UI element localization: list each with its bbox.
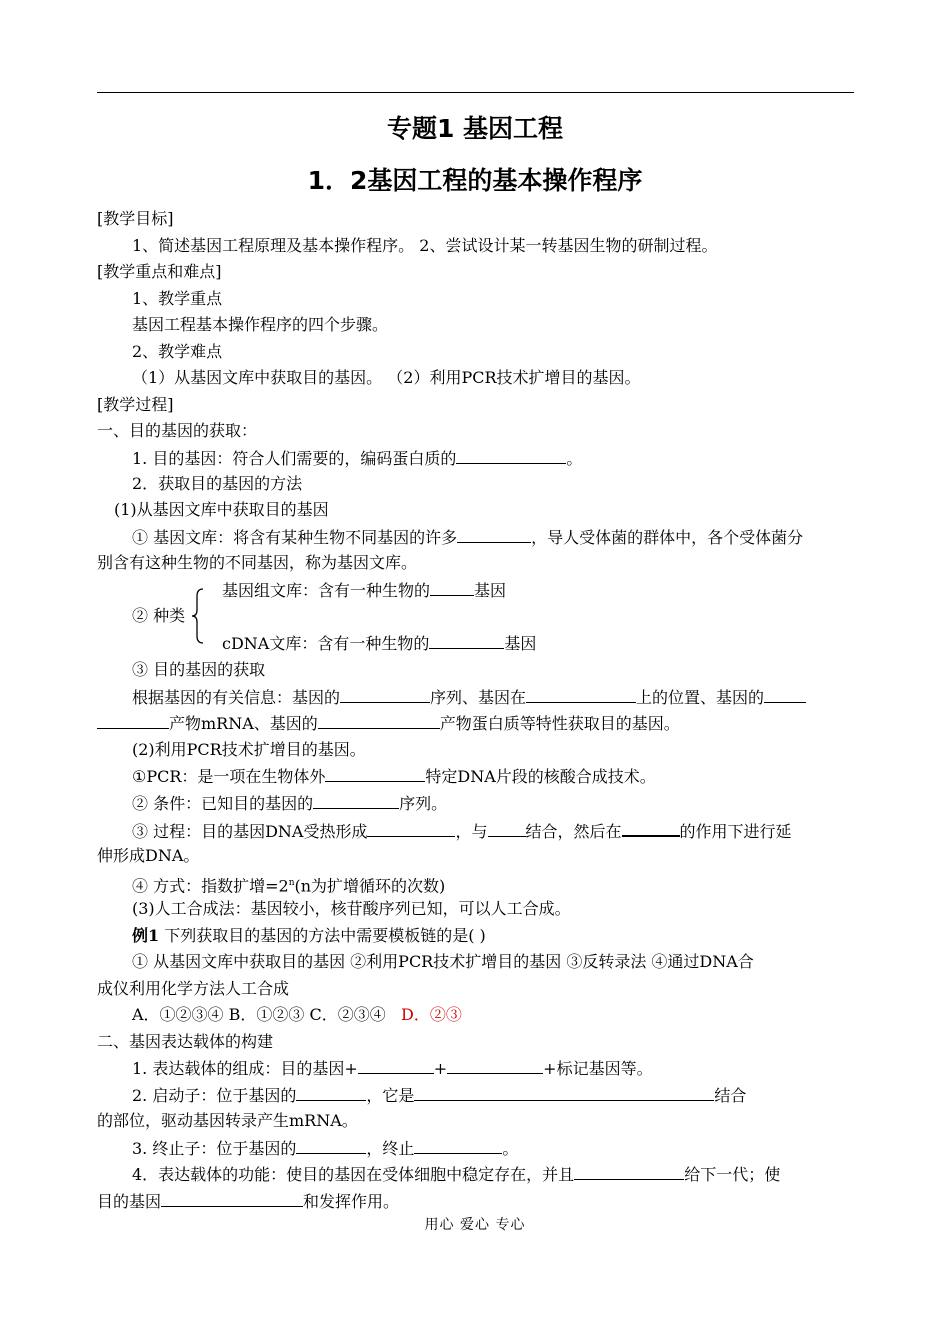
text: 2. 启动子：位于基因的 <box>132 1086 297 1105</box>
text: 序列。 <box>399 794 448 813</box>
example-question <box>132 926 486 946</box>
superscript: n <box>288 878 295 888</box>
text: ，与 <box>455 822 488 841</box>
text: 下列获取目的基因的方法中需要模板链的是( ) <box>159 926 486 945</box>
text: ，导人受体菌的群体中，各个受体菌分 <box>531 528 804 547</box>
example-options-cont: 成仪利用化学方法人工合成 <box>97 979 290 998</box>
fill-blank[interactable] <box>367 821 455 837</box>
pcr-def <box>132 766 656 787</box>
obtain-heading: ③ 目的基因的获取 <box>132 660 266 679</box>
cdna-library <box>222 633 536 654</box>
answer-choice: D．②③ <box>401 1005 462 1024</box>
fill-blank[interactable] <box>447 1058 543 1074</box>
process-heading: [教学过程] <box>97 395 174 414</box>
part2-heading: 二、基因表达载体的构建 <box>97 1032 274 1051</box>
fill-blank[interactable] <box>488 821 526 837</box>
fill-blank[interactable] <box>296 1085 366 1101</box>
part1-heading: 一、目的基因的获取： <box>97 421 258 440</box>
text: 给下一代；使 <box>684 1165 781 1184</box>
difficulty-text: （1）从基因文库中获取目的基因。 （2）利用PCR技术扩增目的基因。 <box>132 368 641 387</box>
fill-blank[interactable] <box>296 1138 366 1154</box>
text: (n为扩增循环的次数) <box>294 876 446 896</box>
pcr-process <box>132 820 792 842</box>
fill-blank[interactable] <box>414 1138 502 1154</box>
fill-blank[interactable] <box>574 1164 684 1180</box>
example-choices <box>132 1005 462 1025</box>
fill-blank[interactable] <box>313 793 399 809</box>
key-heading: [教学重点和难点] <box>97 262 222 281</box>
text: cDNA文库：含有一种生物的 <box>222 634 430 653</box>
target-gene-def <box>132 448 582 469</box>
text: 。 <box>502 1139 519 1158</box>
genomic-library <box>222 580 506 601</box>
fill-blank[interactable] <box>358 1058 434 1074</box>
text: 的作用下进行延 <box>679 822 792 841</box>
text: ④ 方式：指数扩增=2 <box>132 876 289 896</box>
library-heading: (1)从基因文库中获取目的基因 <box>114 500 329 519</box>
vector-function-cont <box>97 1191 399 1212</box>
fill-blank[interactable] <box>457 527 531 543</box>
difficulty-label: 2、教学难点 <box>132 342 223 361</box>
text: ①PCR：是一项在生物体外 <box>132 767 326 786</box>
brace-icon <box>191 588 205 644</box>
text: 基因组文库：含有一种生物的 <box>222 581 431 600</box>
fill-blank[interactable] <box>526 687 636 703</box>
fill-blank[interactable] <box>622 820 680 837</box>
text: 1. 目的基因：符合人们需要的，编码蛋白质的 <box>132 449 457 468</box>
text: ③ 过程：目的基因DNA受热形成 <box>132 822 368 841</box>
library-types: ② 种类 <box>132 606 186 625</box>
text: ，它是 <box>366 1086 415 1105</box>
gene-info-cont <box>97 713 680 734</box>
text: 特定DNA片段的核酸合成技术。 <box>425 767 656 786</box>
section-title: 1．2基因工程的基本操作程序 <box>307 166 643 195</box>
methods-heading: 2．获取目的基因的方法 <box>132 474 303 493</box>
terminator-def <box>132 1138 518 1159</box>
example-options: ① 从基因文库中获取目的基因 ②利用PCR技术扩增目的基因 ③反转录法 ④通过DNA合 <box>132 952 754 971</box>
pcr-heading: (2)利用PCR技术扩增目的基因。 <box>132 740 366 759</box>
header-rule <box>97 92 854 93</box>
fill-blank[interactable] <box>414 1085 714 1101</box>
text: 3. 终止子：位于基因的 <box>132 1139 297 1158</box>
text: 基因 <box>504 634 537 653</box>
pcr-process-cont: 伸形成DNA。 <box>97 846 200 865</box>
pcr-condition <box>132 793 447 814</box>
library-def-cont: 别含有这种生物的不同基因，称为基因文库。 <box>97 553 418 572</box>
text: 。 <box>566 449 583 468</box>
fill-blank[interactable] <box>456 448 566 464</box>
text: 4．表达载体的功能：使目的基因在受体细胞中稳定存在，并且 <box>132 1165 575 1184</box>
page-footer: 用心 爱心 专心 <box>424 1217 526 1233</box>
pcr-mode <box>132 873 445 896</box>
promoter-def <box>132 1085 746 1106</box>
text: 上的位置、基因的 <box>636 688 765 707</box>
fill-blank[interactable] <box>430 580 474 596</box>
text: +标记基因等。 <box>543 1059 653 1078</box>
vector-components <box>132 1058 653 1079</box>
gene-info <box>132 687 806 708</box>
text: 1. 表达载体的组成：目的基因+ <box>132 1059 358 1078</box>
doc-title: 专题1 基因工程 <box>386 114 564 143</box>
key-point-text: 基因工程基本操作程序的四个步骤。 <box>132 315 389 334</box>
text: 根据基因的有关信息：基因的 <box>132 688 341 707</box>
vector-function <box>132 1164 780 1185</box>
text: 产物蛋白质等特性获取目的基因。 <box>439 714 680 733</box>
text: 和发挥作用。 <box>303 1192 400 1211</box>
fill-blank[interactable] <box>429 633 504 649</box>
text: + <box>433 1059 448 1078</box>
text: ① 基因文库：将含有某种生物不同基因的许多 <box>132 528 458 547</box>
text: 结合 <box>714 1086 747 1105</box>
goals-text: 1、简述基因工程原理及基本操作程序。 2、尝试设计某一转基因生物的研制过程。 <box>132 236 718 255</box>
fill-blank[interactable] <box>97 713 169 729</box>
example-label: 例1 <box>132 926 160 945</box>
text: 结合，然后在 <box>525 822 622 841</box>
text: ② 条件：已知目的基因的 <box>132 794 314 813</box>
text: 序列、基因在 <box>430 688 527 707</box>
fill-blank[interactable] <box>161 1191 303 1207</box>
fill-blank[interactable] <box>325 766 425 782</box>
text: 基因 <box>474 581 507 600</box>
key-point-label: 1、教学重点 <box>132 289 223 308</box>
text: 产物mRNA、基因的 <box>169 714 318 733</box>
fill-blank[interactable] <box>318 713 440 729</box>
goals-heading: [教学目标] <box>97 209 174 228</box>
fill-blank[interactable] <box>764 687 806 703</box>
text: ，终止 <box>366 1139 415 1158</box>
choices-text: A．①②③④ B．①②③ C．②③④ <box>132 1005 386 1024</box>
library-def <box>132 527 803 548</box>
text: 目的基因 <box>97 1192 162 1211</box>
artificial-synthesis: (3)人工合成法：基因较小，核苷酸序列已知，可以人工合成。 <box>132 899 571 918</box>
promoter-def-cont: 的部位，驱动基因转录产生mRNA。 <box>97 1111 358 1130</box>
fill-blank[interactable] <box>340 687 430 703</box>
